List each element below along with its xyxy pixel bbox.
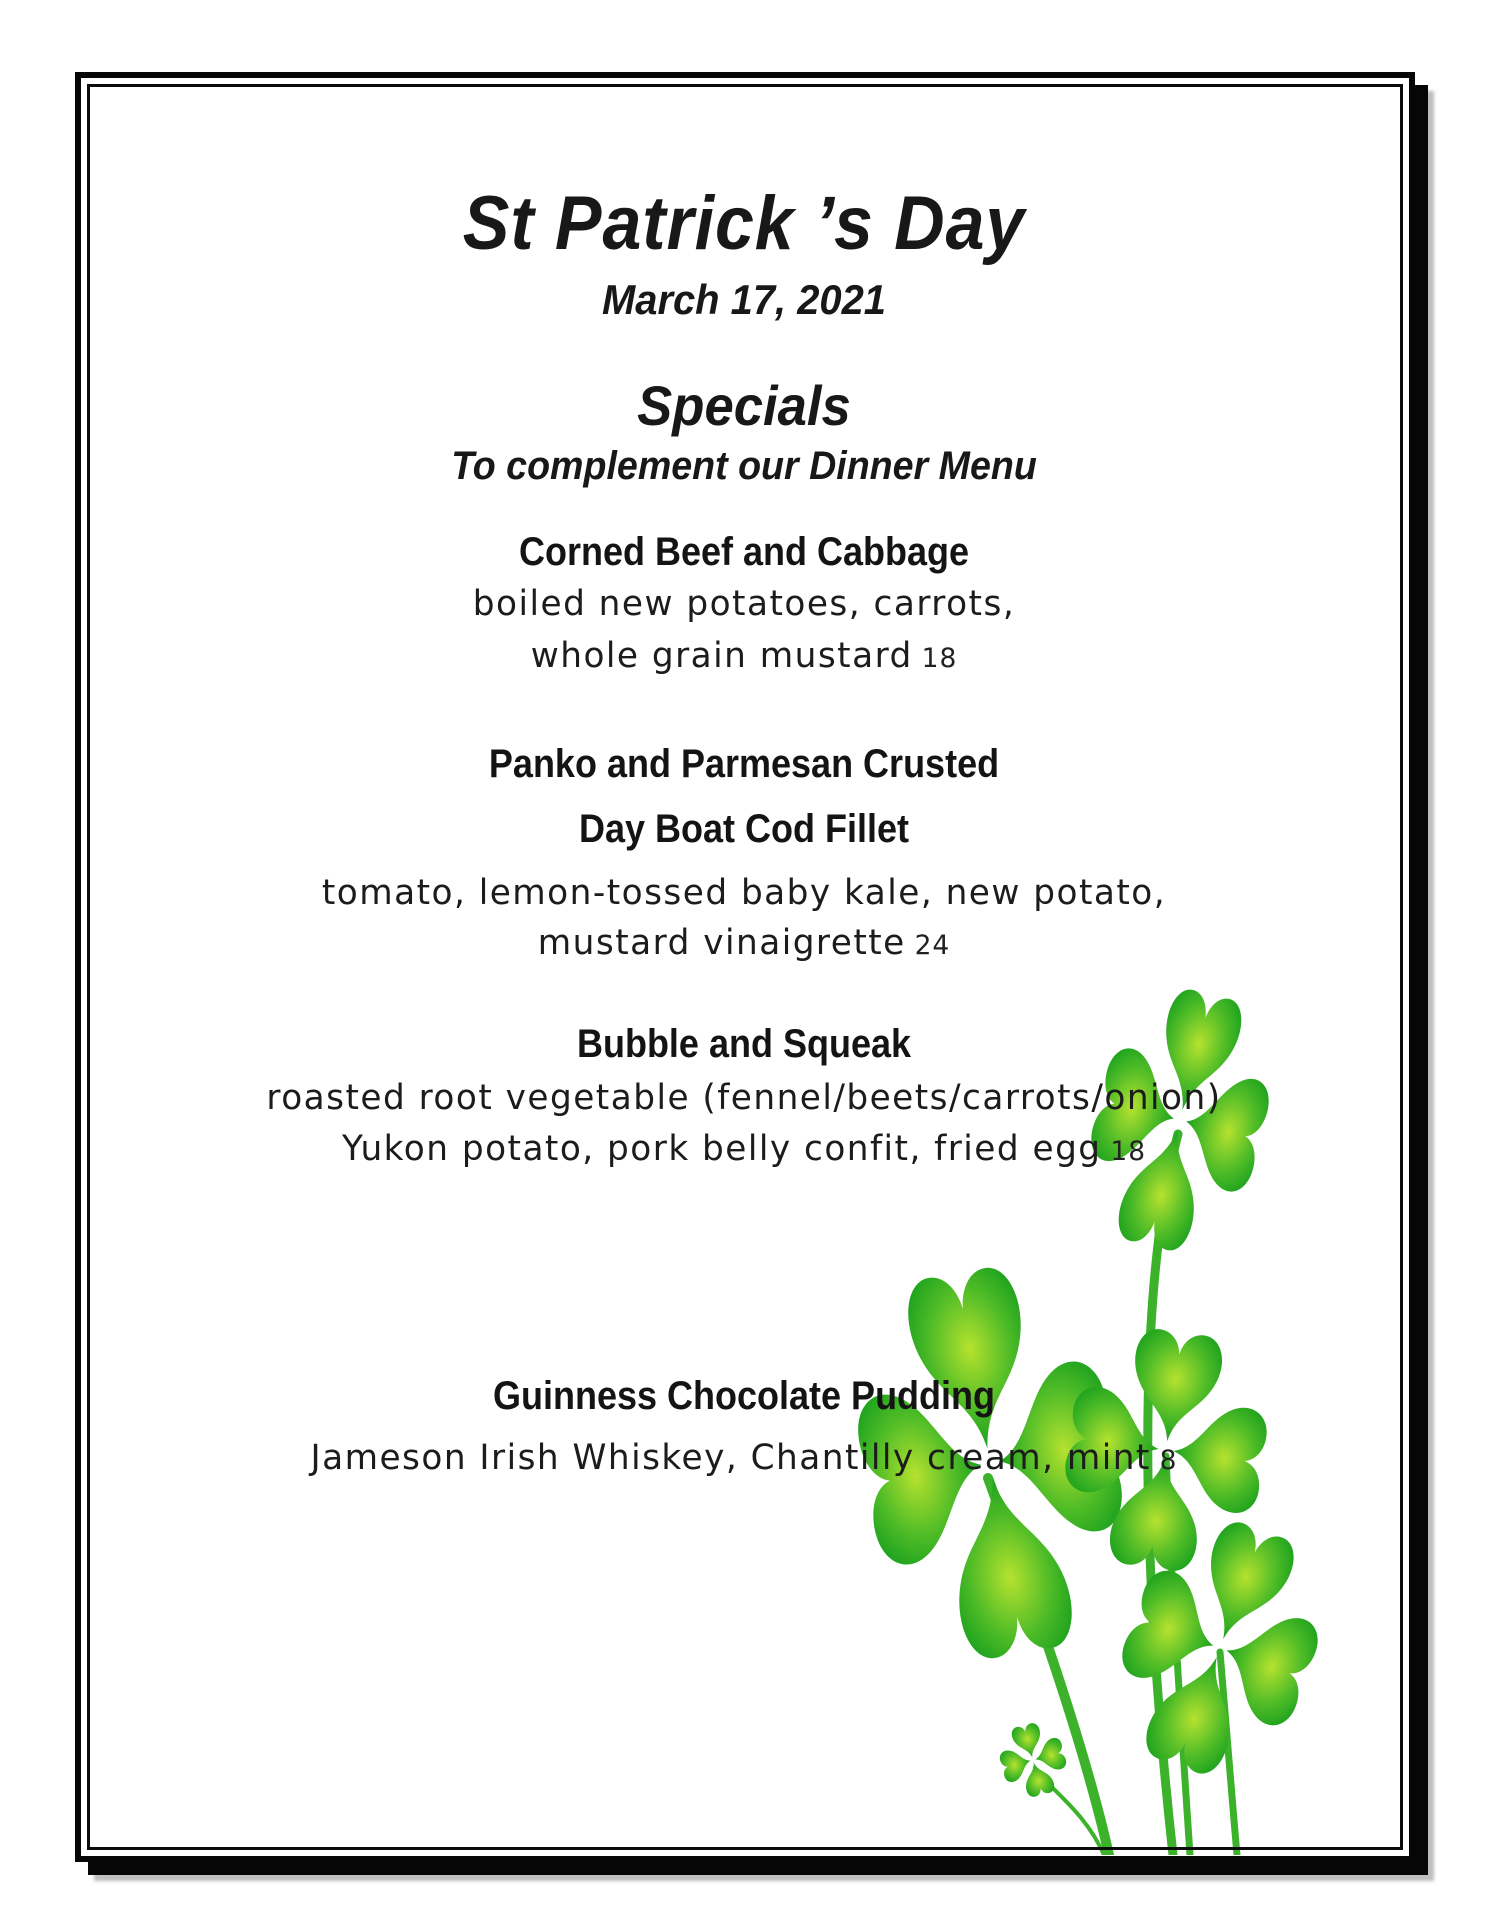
- description-text: boiled new potatoes, carrots,: [472, 584, 1016, 624]
- description-text: Yukon potato, pork belly confit, fried egg: [341, 1129, 1102, 1169]
- item-price: 24: [914, 930, 951, 961]
- description-text: tomato, lemon-tossed baby kale, new potato,: [321, 873, 1167, 913]
- item-name: Guinness Chocolate Pudding: [492, 1374, 996, 1418]
- item-name: Bubble and Squeak: [576, 1022, 912, 1066]
- item-description-line: [15, 923, 1473, 963]
- menu-date: March 17, 2021: [602, 276, 886, 323]
- item-description-line: [15, 584, 1473, 624]
- item-description-line: [15, 636, 1473, 676]
- item-price: 18: [1110, 1136, 1147, 1167]
- item-description-line: [15, 1129, 1473, 1169]
- item-description-line: [15, 873, 1473, 913]
- item-name: Corned Beef and Cabbage: [518, 530, 970, 574]
- section-heading: Specials: [637, 374, 851, 437]
- item-description-line: [15, 1438, 1473, 1478]
- description-text: roasted root vegetable (fennel/beets/carrots/onion): [266, 1078, 1222, 1118]
- section-subheading: To complement our Dinner Menu: [451, 444, 1037, 488]
- page-title: St Patrick ’s Day: [462, 181, 1026, 266]
- description-text: mustard vinaigrette: [537, 923, 906, 963]
- item-price: 18: [921, 643, 958, 674]
- description-text: Jameson Irish Whiskey, Chantilly cream, mint: [310, 1438, 1151, 1478]
- item-price: 8: [1159, 1445, 1178, 1476]
- item-name: Day Boat Cod Fillet: [578, 807, 910, 851]
- item-name: Panko and Parmesan Crusted: [488, 742, 1000, 786]
- item-description-line: [15, 1078, 1473, 1118]
- description-text: whole grain mustard: [530, 636, 913, 676]
